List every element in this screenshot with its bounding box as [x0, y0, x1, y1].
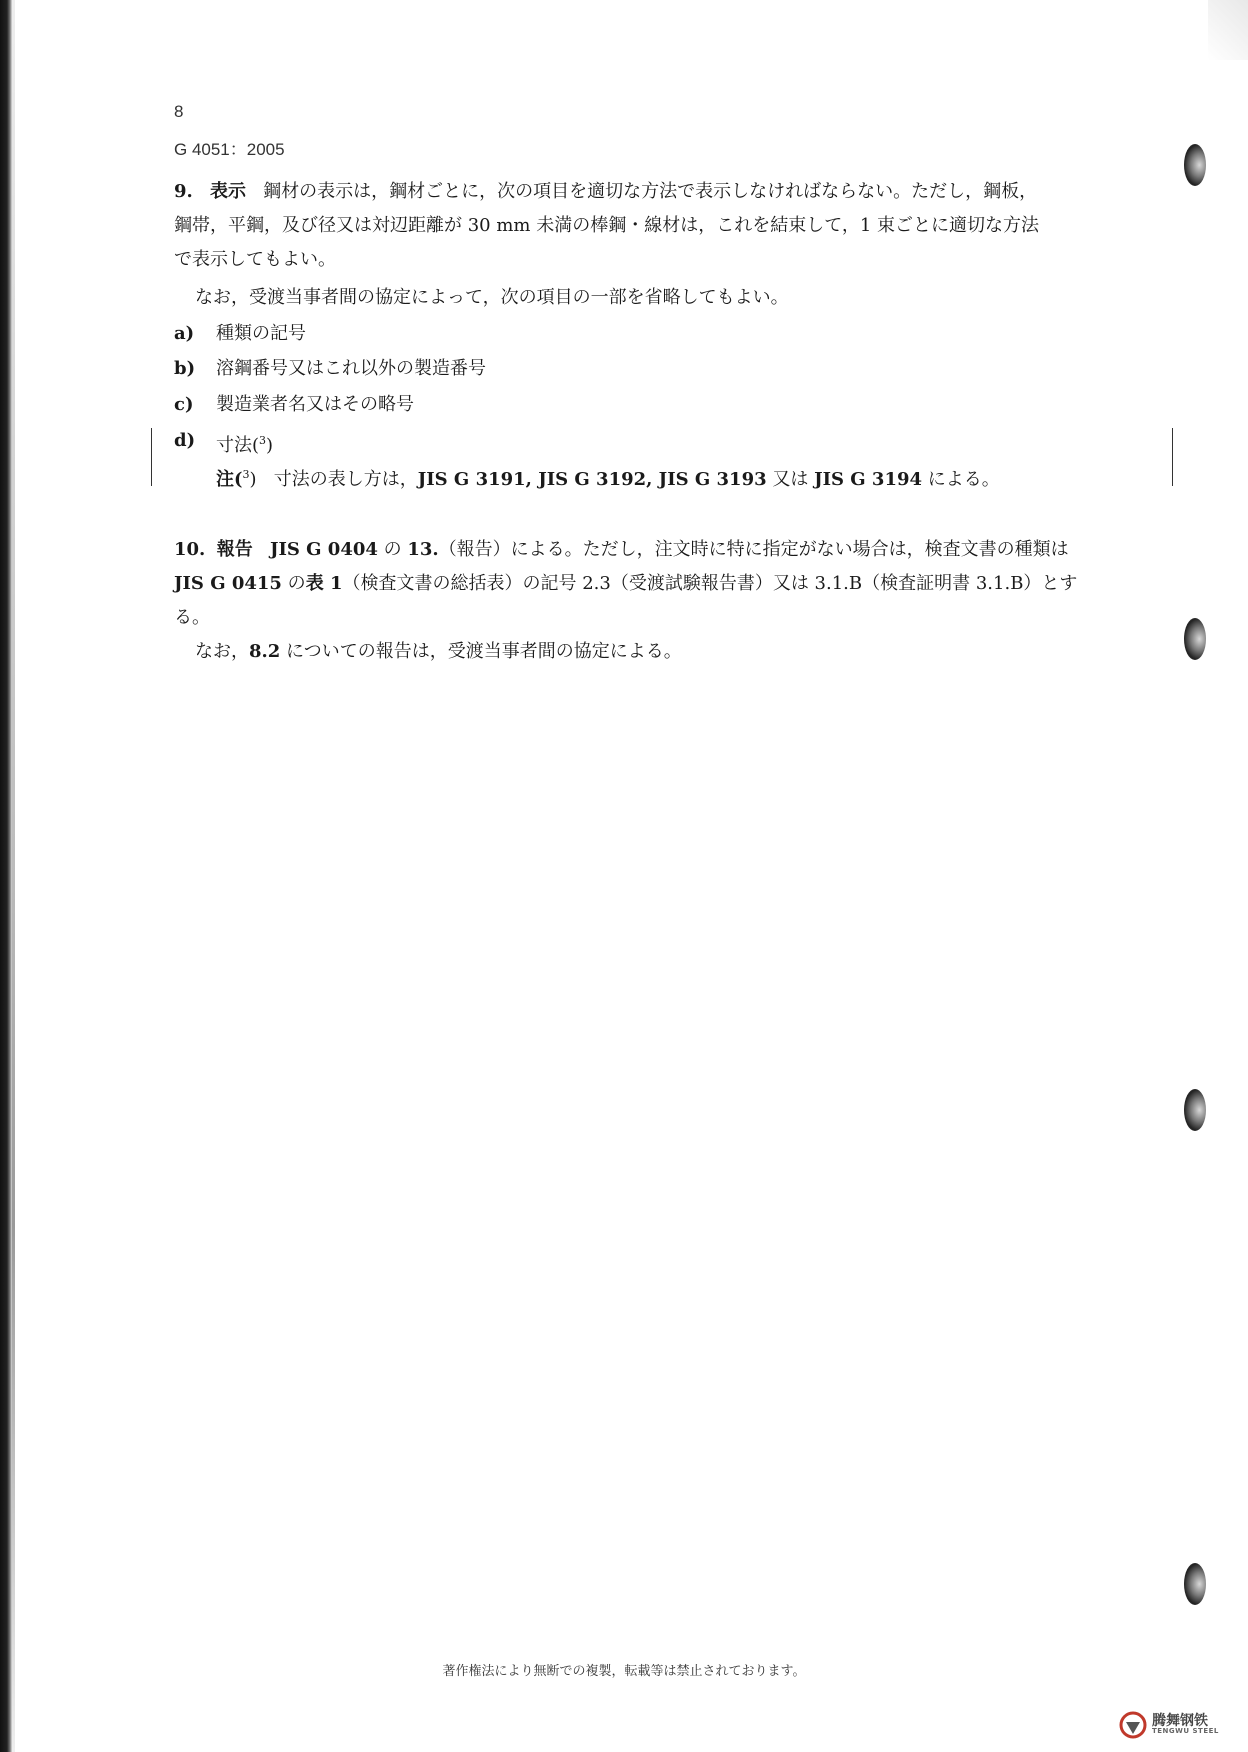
- scan-edge-shadow: [12, 0, 15, 1752]
- section9-line1: [174, 175, 1150, 209]
- list-item-d-text: 寸法(: [216, 435, 260, 456]
- section10-line1: [174, 533, 1150, 567]
- ref-jis-g-0404: JIS G 0404: [269, 539, 378, 560]
- footnote-refs: JIS G 3191, JIS G 3192, JIS G 3193: [417, 469, 767, 490]
- footnote-text-b: 又は: [766, 469, 815, 490]
- list-item-text-c: 製造業者名又はその略号: [216, 394, 414, 415]
- footnote-label-sup: 3: [242, 468, 250, 481]
- ref-table-1: 表 1: [305, 573, 343, 594]
- section9-text-3: で表示してもよい。: [174, 249, 336, 270]
- section10-t4: （検査文書の総括表）の記号 2.3（受渡試験報告書）又は 3.1.B（検査証明書 3.1.B）とす: [342, 573, 1078, 594]
- copyright-notice: 著作権法により無断での複製，転載等は禁止されております。: [442, 1664, 806, 1679]
- section10-t2: （報告）による。ただし，注文時に特に指定がない場合は，検査文書の種類は: [438, 539, 1069, 560]
- section10-note-b: についての報告は，受渡当事者間の協定による。: [280, 641, 682, 662]
- footnote-label-close: ): [249, 469, 257, 490]
- punch-hole: [1184, 1089, 1206, 1131]
- footnote-text-c: による。: [922, 469, 1000, 490]
- page-corner-fold: [1208, 0, 1248, 60]
- section9-number: 9.: [174, 181, 193, 202]
- footnote-label: 注(: [216, 469, 243, 490]
- list-item-label-c: c): [174, 394, 194, 415]
- section9-note-paragraph: なお，受渡当事者間の協定によって，次の項目の一部を省略してもよい。: [195, 287, 789, 308]
- section9-text-2: 鋼帯，平鋼，及び径又は対辺距離が 30 mm 未満の棒鋼・線材は，これを結束して，1 束ごとに適切な方法: [174, 215, 1040, 236]
- section10-note: [195, 635, 1171, 669]
- list-item-label-d: d): [174, 430, 196, 451]
- list-item-text-a: 種類の記号: [216, 323, 306, 344]
- footnote-text-a: 寸法の表し方は，: [273, 469, 418, 490]
- logo-name: 腾舞钢铁: [1152, 1713, 1208, 1729]
- list-item-label-b: b): [174, 358, 196, 379]
- logo-sub: TENGWU STEEL: [1152, 1727, 1219, 1735]
- punch-hole: [1184, 618, 1206, 660]
- section10-number: 10.: [174, 539, 206, 560]
- section9-text-1: 鋼材の表示は，鋼材ごとに，次の項目を適切な方法で表示しなければならない。ただし，鋼板，: [263, 181, 1038, 202]
- page-number: 8: [174, 102, 184, 121]
- scan-edge-left: [0, 0, 12, 1752]
- section10-t3: の: [281, 573, 306, 594]
- ref-clause-13: 13.: [407, 539, 439, 560]
- footnote-ref: 3: [259, 434, 267, 447]
- tengwu-steel-logo: [1118, 1710, 1238, 1740]
- section10-line2: [174, 567, 1150, 601]
- list-item-label-a: a): [174, 323, 195, 344]
- section10-t1: の: [377, 539, 408, 560]
- section10-heading: 報告: [216, 539, 253, 560]
- footnote-ref-last: JIS G 3194: [814, 469, 923, 490]
- section10-line3: る。: [174, 607, 210, 628]
- logo-icon: [1118, 1710, 1148, 1740]
- list-item-text-b: 溶鋼番号又はこれ以外の製造番号: [216, 358, 486, 379]
- ref-jis-g-0415: JIS G 0415: [174, 573, 282, 594]
- section10-note-a: なお，: [195, 641, 249, 662]
- change-bar-right: [1172, 428, 1173, 486]
- footnote: [216, 458, 1000, 497]
- section9-heading: 表示: [209, 181, 246, 202]
- ref-clause-8-2: 8.2: [249, 641, 281, 662]
- punch-hole: [1184, 144, 1206, 186]
- standard-id: G 4051：2005: [174, 140, 285, 159]
- punch-hole: [1184, 1563, 1206, 1605]
- list-item-d-close: ): [266, 435, 274, 456]
- change-bar-left: [151, 428, 152, 486]
